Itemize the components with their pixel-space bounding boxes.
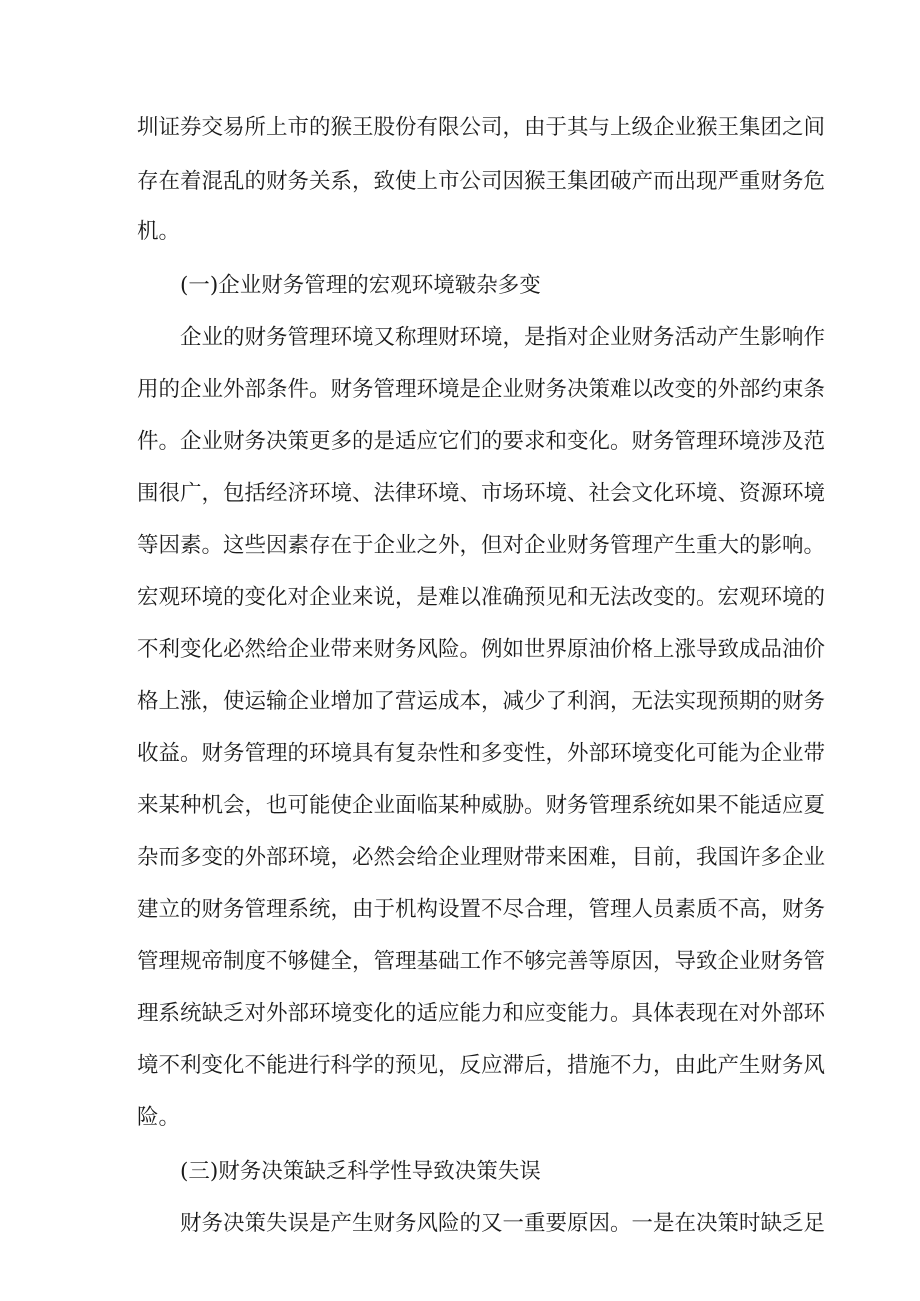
text-line — [0, 994, 920, 1034]
text-line — [0, 108, 920, 148]
text-line-content: 宏观环境的变化对企业来说，是难以准确预见和无法改变的。宏观环境的 — [137, 585, 826, 610]
text-line — [0, 370, 920, 410]
text-line — [0, 526, 920, 566]
text-line — [0, 1204, 920, 1244]
text-line-content: 收益。财务管理的环境具有复杂性和多变性，外部环境变化可能为企业带 — [137, 741, 826, 766]
text-line-content: 来某种机会，也可能使企业面临某种威胁。财务管理系统如果不能适应夏 — [137, 793, 826, 818]
text-line-content: 险。 — [137, 1105, 181, 1130]
text-line-content: 格上涨，使运输企业增加了营运成本，减少了利润，无法实现预期的财务 — [137, 689, 826, 714]
text-line-content: 杂而多变的外部环境，必然会给企业理财带来困难，目前，我国许多企业 — [137, 845, 826, 870]
text-line — [0, 942, 920, 982]
text-line — [0, 734, 920, 774]
text-line-content: 用的企业外部条件。财务管理环境是企业财务决策难以改变的外部约束条 — [137, 377, 826, 402]
text-line — [0, 786, 920, 826]
section-heading-text: (一)企业财务管理的宏观环境皲杂多变 — [180, 273, 541, 298]
text-line — [0, 890, 920, 930]
section-heading — [0, 266, 920, 306]
text-line-content: 围很广，包括经济环境、法律环境、市场环境、社会文化环境、资源环境 — [137, 481, 826, 506]
text-line-content: 存在着混乱的财务关系，致使上市公司因猴王集团破产而出现严重财务危 — [137, 169, 826, 194]
text-line-content: 圳证券交易所上市的猴王股份有限公司，由于其与上级企业猴王集团之间 — [137, 115, 826, 140]
text-line-content: 企业的财务管理环境又称理财环境，是指对企业财务活动产生影响作 — [180, 325, 826, 350]
text-line — [0, 474, 920, 514]
text-line — [0, 630, 920, 670]
text-line-content: 机。 — [137, 219, 181, 244]
text-line — [0, 212, 920, 252]
text-line — [0, 422, 920, 462]
text-line — [0, 682, 920, 722]
text-line — [0, 1046, 920, 1086]
text-line — [0, 318, 920, 358]
text-line — [0, 1098, 920, 1138]
text-line-content: 等因素。这些因素存在于企业之外，但对企业财务管理产生重大的影响。 — [137, 533, 826, 558]
section-heading — [0, 1152, 920, 1192]
text-line-content: 管理规帝制度不够健全，管理基础工作不够完善等原因，导致企业财务管 — [137, 949, 826, 974]
text-line-content: 建立的财务管理系统，由于机构设置不尽合理，管理人员素质不高，财务 — [137, 897, 826, 922]
text-line-content: 件。企业财务决策更多的是适应它们的要求和变化。财务管理环境涉及范 — [137, 429, 826, 454]
text-line-content: 不利变化必然给企业带来财务风险。例如世界原油价格上涨导致成品油价 — [137, 637, 826, 662]
text-line — [0, 162, 920, 202]
text-line — [0, 838, 920, 878]
text-line-content: 境不利变化不能进行科学的预见，反应滞后，措施不力，由此产生财务风 — [137, 1053, 826, 1078]
text-line-content: 财务决策失误是产生财务风险的又一重要原因。一是在决策时缺乏足 — [180, 1211, 826, 1236]
section-heading-text: (三)财务决策缺乏科学性导致决策失误 — [180, 1159, 541, 1184]
text-line-content: 理系统缺乏对外部环境变化的适应能力和应变能力。具体表现在对外部环 — [137, 1001, 826, 1026]
text-line — [0, 578, 920, 618]
